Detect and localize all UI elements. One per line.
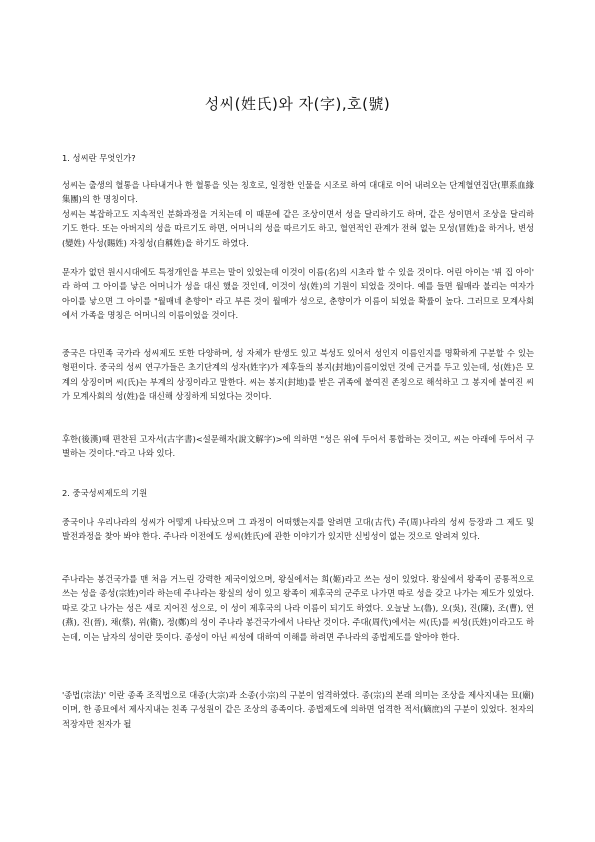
section-1-paragraph-3: 문자가 없던 원시시대에도 특정개인을 부르는 말이 있었는데 이것이 이름(名)의 시초라 할 수 있을 것이다. 어린 아이는 '뷔 집 아이' 라 하여 그 아이를 낳은 어머니가 성을 대신 했을 것인데, 이것이 성(姓)의 기원이 되었을 것이다. 예를 들면 월매라 불리는 여자가 아이를 낳으면 그 아이를 "월매네 춘향이" 라고 부른 것이 월매가 성으로, 춘향이가 이름이 되었을 확률이 높다. 그러므로 모계사회에서 가족을 명칭은 어머니의 이름이었을 것이다. — [62, 267, 534, 321]
section-2-paragraph-2: 주나라는 봉건국가를 맨 처음 거느린 강력한 제국이었으며, 왕실에서는 희(姬)라고 쓰는 성이 있었다. 왕실에서 왕족이 공통적으로 쓰는 성을 종성(宗姓)이라 하는데 주나라는 왕실의 성이 있고 왕족이 제후국의 군주로 나가면 따로 성을 갖고 나가는 제도가 있었다. 따로 갖고 나가는 성은 새로 지어진 성으로, 이 성이 제후국의 나라 이름이 되기도 하였다. 오늘날 노(魯), 오(吳), 진(陳), 조(曹), 연(燕), 진(晉), 채(蔡), 위(衛), 정(鄭)의 성이 주나라 봉건국가에서 나타난 것이다. 주대(周代)에서는 씨(氏)를 씨성(氏姓)이라고도 하는데, 이는 남자의 성이란 뜻이다. 종성이 아닌 씨성에 대하여 이해를 하려면 주나라의 종법제도를 알아야 한다. — [62, 574, 534, 642]
section-1-paragraph-5: 후한(後漢)때 편찬된 고자서(古字書)<설문해자(說文解字)>에 의하면 "성은 위에 두어서 통합하는 것이고, 씨는 아래에 두어서 구별하는 것이다."라고 나와 있다. — [62, 434, 534, 459]
section-1-paragraph-2: 성씨는 복잡하고도 지속적인 분화과정을 거치는데 이 때문에 같은 조상이면서 성을 달리하기도 하며, 같은 성이면서 조상을 달리하기도 한다. 또는 아버지의 성을 따르기도 하면, 어머니의 성을 따르기도 하고, 혈연적인 관계가 전혀 없는 모성(冒姓)을 하거나, 변성(變姓) 사성(賜姓) 자칭성(自稱姓)을 하기도 하였다. — [62, 209, 534, 248]
section-1-paragraph-1: 성씨는 출생의 혈통을 나타내거나 한 혈통을 잇는 칭호로, 일정한 인물을 시조로 하여 대대로 이어 내려오는 단계혈연집단(單系血緣集團)의 한 명칭이다. — [62, 180, 534, 205]
section-heading-1: 1. 성씨란 무엇인가? — [62, 153, 136, 163]
section-1-paragraph-4: 중국은 다민족 국가라 성씨제도 또한 다양하며, 성 자체가 탄생도 있고 북성도 있어서 성인지 이름인지를 명확하게 구분할 수 있는 형편이다. 중국의 성씨 연구가들은 초기단계의 성자(姓字)가 제후들의 봉지(封地)이름이었던 것에 근거를 두고 있는데, 성(姓)은 모계의 상징이며 씨(氏)는 부계의 상징이라고 말한다. 씨는 봉지(封地)를 받은 귀족에 붙여진 존칭으로 해석하고 그 봉지에 붙여진 씨가 모계사회의 성(姓)을 대신해 상징하게 되었다는 것이다. — [62, 348, 534, 402]
section-heading-2: 2. 중국성씨제도의 기원 — [62, 488, 148, 498]
document-title: 성씨(姓氏)와 자(字),호(號) — [204, 95, 391, 113]
section-2-paragraph-3: '종법(宗法)' 이란 종족 조직법으로 대종(大宗)과 소종(小宗)의 구분이 엄격하였다. 종(宗)의 본래 의미는 조상을 제사지내는 묘(廟)이며, 한 종묘에서 제사지내는 친족 구성원이 같은 조상의 종족이다. 종법제도에 의하면 엄격한 적서(嫡庶)의 구분이 있었다. 천자의 적장자만 천자가 될 — [62, 690, 534, 729]
section-2-paragraph-1: 중국이나 우리나라의 성씨가 어떻게 나타났으며 그 과정이 어떠했는지를 알려면 고대(古代) 주(周)나라의 성씨 등장과 그 제도 및 발전과정을 찾아 봐야 한다. 주나라 이전에도 성씨(姓氏)에 관한 이야기가 있지만 신빙성이 없는 것으로 알려져 있다. — [62, 517, 534, 542]
